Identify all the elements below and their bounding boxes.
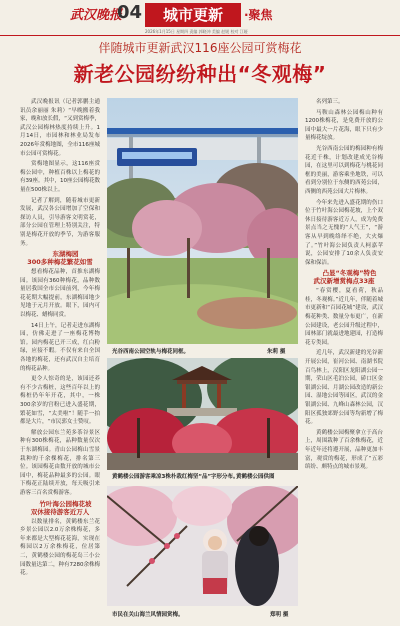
- paragraph: “春赏樱，夏看荷，秋品桂，冬观梅。”近几年，伴随着城市更新和“百园花城”建设，武汉梅花种类、数量分布更广，在新公园建设，老公园升级过程中，园林部门就最进地建园，打造梅花专类园。: [305, 288, 383, 346]
- photo-credit: 朱莉 摄: [267, 349, 286, 355]
- photo-caption: 黄鹤楼公园游客乘凉3株朴栽红梅坚“品”字形分布。: [112, 474, 239, 480]
- kicker-headline: 伴随城市更新武汉116座公园可赏梅花: [98, 41, 302, 55]
- page-number: 04: [117, 2, 143, 23]
- left-column: [20, 98, 100, 580]
- issue-info: 2026年1月15日 星期四 责编 郭晓冲 美编 赵媛 校对 江娅: [145, 29, 248, 34]
- paragraph: 更令人惊奇的是，该园还养有不少古梅桩，这些百年以上的梅桩仍年年开花，其中，一株300余岁的宫粉已进入盛花期，繁花如雪，“太美啦”！随手一拍都是大片，“市民郭女士赞叹。: [20, 376, 100, 426]
- subhead: 竹叶海公园梅花坡 双休接待游客近万人: [30, 499, 92, 516]
- photo-park-skyrail-art: [107, 98, 298, 344]
- subhead: 凸显“冬观梅”特色 武汉新增赏梅点33座: [313, 269, 377, 286]
- photo-credit: 黄鹤楼公园供图: [236, 474, 275, 480]
- photo-family-plum: [107, 486, 298, 606]
- paragraph: 黄鹤楼公园梅聚拿立于高台上，周围栽种了百余株梅花，近年近年还将遵开展，品种更加丰富，观赏的梅花，形成了“五彩缤纷、颇特点的城市景观。: [305, 429, 383, 471]
- photo-credit: 郑明 摄: [270, 612, 289, 618]
- paragraph: 以数量排名，黄鹤楼东兰花乡景公园以2.0万余株梅花，多年来都是大型梅花花海，实现在梅园以2万余株梅花，位居第二，黄鹤楼公园的梅花岛三小公园数量达第二，种有7280余株梅花。: [20, 518, 100, 577]
- photo-caption: 市民在关山海兰风情园赏梅。: [112, 612, 184, 618]
- photo-family-plum-art: [107, 486, 298, 606]
- right-column: [305, 98, 383, 474]
- photo-pavilion-garden: [107, 358, 298, 470]
- paragraph: 解放公园东兰苑多茶谷景区种有300株梅花，品种数量仅次于东湖梅园。青山公园梅山雪景栽种的千余棵梅花，排名第三位。该园梅花由数开放的城市公园中，梅花品种最多的公园。眼下梅花正陆续开放，每天吸引来游客三百名赏梅游客。: [20, 429, 100, 496]
- subhead: 东湖梅园 300多种梅花繁花如雪: [27, 250, 93, 267]
- photo-park-skyrail: [107, 98, 298, 344]
- paragraph: 光谷西南公园的梅园种有梅花近千株，计划改建成光谷梅园，在这里可以到梅花与桃花同框的美丽，游客乘坐地铁，可以看到分别位于东侧的西苑公园，西侧的西苑公园大片梅林。: [305, 145, 383, 195]
- main-headline: 新老公园纷纷种出“冬观梅”: [73, 62, 327, 86]
- paragraph: 马鞍山森林公园梅山种有1200株梅花，是免费开放的公园中最大一片花海，眼下只有少量梅花绽放。: [305, 109, 383, 142]
- newspaper-logo: 武汉晚报: [70, 8, 123, 23]
- photo-caption: 光谷西南公园空轨与梅花同框。: [112, 349, 190, 355]
- paragraph: 想看梅花品种，首推东湖梅园。该园有360种梅花，品种数量居我国全市公园前列，今年梅花花期大幅提前，东湖梅园地少见地于元月开放。眼下，园内可以梅花、蜡梅同赏。: [20, 269, 100, 319]
- paragraph: 今年来先进入盛花期的伤口位于竹叶海公园梅花坡，上个双休日接待游客近万人，成为免费景点当之无愧的“人气王”，“游客从早到晚络绎不绝，大火爆了。”竹叶海公园负责人柯嘉苹说，公园安排了10余人负责安保和保洁。: [305, 199, 383, 266]
- paragraph: 记者了解到，随着城市更新发展，武汉各公园增加了空保和探访人员，引导游客文明赏花，部分公园在管理上特别关注，特别是梅花开放的季节，为游客服务。: [20, 197, 100, 247]
- photo-pavilion-garden-art: [107, 358, 298, 470]
- section-subtitle: ·聚焦: [244, 8, 273, 22]
- paragraph: 14日上午，记者走进东湖梅园，仿佛走进了一座梅花博物馆。园内梅花已开三成，红白粉绿，应接不暇。不仅有来自全国各地的梅花，还有武汉自主培育的梅花品种。: [20, 322, 100, 372]
- paragraph: 武汉晚报讯（记者郭鹏主通讯员余丽丽 朱莉）“早晚搬着我家，晚和放长假，“又到赏梅季，武汉公园梅林热度持续上升。1月14日，市园林和林业局发布2026年赏梅地图，全市116座城市公园可赏梅花。: [20, 99, 100, 157]
- masthead: [0, 0, 400, 34]
- paragraph: 近几年，武汉新建的光谷新开展公园，崔河公园、南湖书院百鸟林上，汉阳区龙阳湖公园一期，荣山区毛泊公园，硚口区金银湖公园、月湖公园改造的新公园、湿地公园等园区，武汉的金银湖公园、九峰山森林公园，汉阳区孤独郊野公园等均新增了梅花。: [305, 350, 383, 426]
- paragraph: 名列第三。: [316, 99, 344, 105]
- header-rule: [0, 35, 400, 36]
- section-title: 城市更新: [145, 3, 241, 27]
- paragraph: 赏梅地图显示，这116座赏梅公园中，种植百株以上梅花的有39座。其中，10座公园梅花数量在500株以上。: [20, 161, 100, 193]
